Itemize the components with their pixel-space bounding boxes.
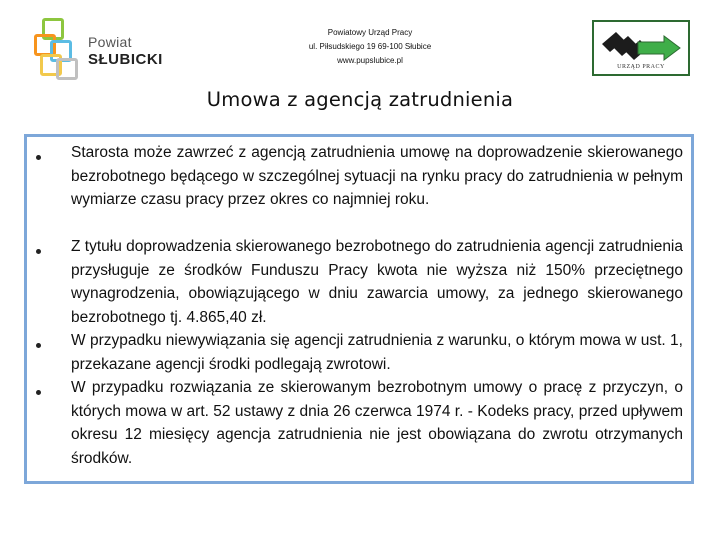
bullet-icon bbox=[35, 247, 43, 255]
bullet-icon bbox=[35, 153, 43, 161]
bullet-item-3: W przypadku niewywiązania się agencji zatrudnienia z warunku, o którym mowa w ust. 1, przekazane agencji środki podlegają zwrotowi. bbox=[71, 332, 683, 373]
urzad-pracy-logo bbox=[592, 20, 690, 76]
content-box bbox=[24, 134, 694, 484]
office-website: www.pupslubice.pl bbox=[337, 56, 403, 65]
logo-text-slubicki: SŁUBICKI bbox=[88, 51, 163, 68]
bullet-item-2: Z tytułu doprowadzenia skierowanego bezrobotnego do zatrudnienia agencji zatrudnienia przysługuje ze środków Funduszu Pracy kwota nie wyższa niż 150% przeciętnego wynagrodzenia, obowiązującego w dniu zawarcia umowy, za jednego skierowanego bezrobotnego tj. 4.865,40 zł. bbox=[71, 238, 683, 326]
office-header bbox=[240, 26, 500, 68]
office-address: ul. Piłsudskiego 19 69-100 Słubice bbox=[308, 42, 432, 51]
page-title: Umowa z agencją zatrudnienia bbox=[206, 88, 514, 111]
urzad-pracy-label: URZĄD PRACY bbox=[617, 64, 665, 70]
bullet-icon bbox=[35, 388, 43, 396]
powiat-slubicki-logo bbox=[28, 16, 170, 78]
office-name: Powiatowy Urząd Pracy bbox=[327, 28, 413, 37]
bullet-icon bbox=[35, 341, 43, 349]
bullet-item-4: W przypadku rozwiązania ze skierowanym bezrobotnym umowy o pracę z przyczyn, o których mowa w art. 52 ustawy z dnia 26 czerwca 1974 r. - Kodeks pracy, przed upływem okresu 12 miesięcy agencja zatrudnienia nie jest obowiązana do zwrotu otrzymanych środków. bbox=[71, 379, 683, 467]
logo-square-grey bbox=[56, 58, 78, 80]
bullet-item-1: Starosta może zawrzeć z agencją zatrudnienia umowę na doprowadzenie skierowanego bezrobotnego będącego w szczególnej sytuacji na rynku pracy do zatrudnienia w pełnym wymiarze czasu pracy przez okres co najmniej roku. bbox=[71, 144, 683, 208]
logo-text-powiat: Powiat bbox=[88, 34, 132, 50]
